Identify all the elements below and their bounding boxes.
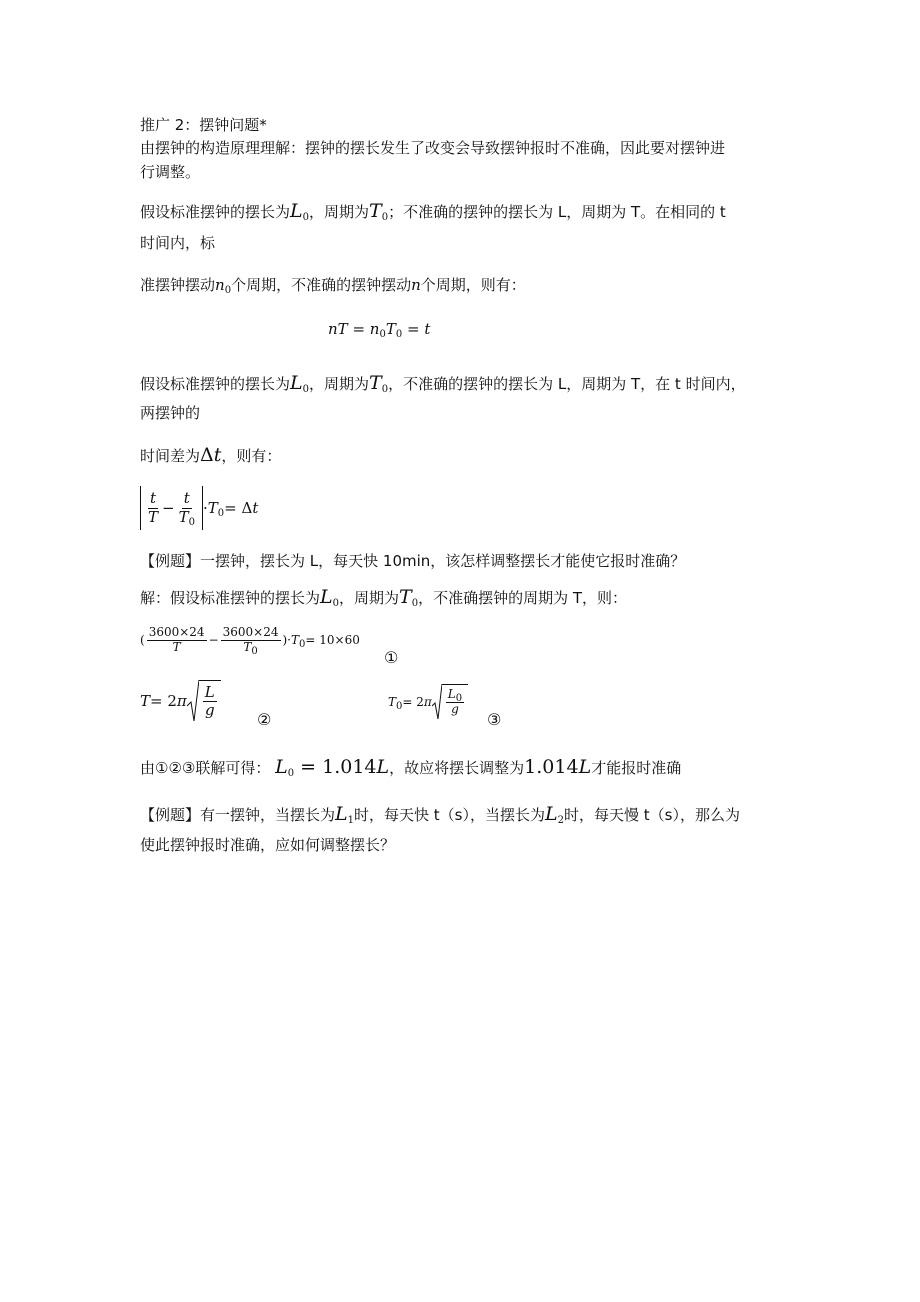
para2-line-3: 时间差为Δt，则有： [140, 444, 282, 466]
equation-marker-3: ③ [487, 710, 502, 729]
math-result: L0 [275, 756, 295, 779]
equation-marker-1: ① [384, 648, 399, 667]
math-T0: T0 [369, 200, 389, 223]
math-L2: L2 [544, 803, 564, 826]
example2-line-1: 【例题】有一摆钟，当摆长为L1时，每天快 t（s），当摆长为L2时，每天慢 t（s），那么为 [140, 803, 740, 826]
section-heading: 推广 2：摆钟问题* [140, 116, 267, 134]
intro-line-2: 行调整。 [140, 163, 201, 181]
para2-line-1: 假设标准摆钟的摆长为L0，周期为T0，不准确的摆钟的摆长为 L，周期为 T，在 t 时间内， [140, 372, 746, 395]
math-n0: $n_0$ [215, 276, 232, 296]
math-T0: T0 [399, 586, 419, 609]
math-L0: L0 [320, 586, 340, 609]
formula-equation-3: $T_0$ = 2 π $\frac{L_0}{g}$ [388, 684, 468, 720]
example1-question: 【例题】一摆钟，摆长为 L，每天快 10min，该怎样调整摆长才能使它报时准确？ [140, 552, 686, 570]
math-L0: L0 [290, 200, 310, 223]
equation-marker-2: ② [257, 710, 272, 729]
para1-line-3: 准摆钟摆动$n_0$个周期，不准确的摆钟摆动n个周期，则有： [140, 276, 526, 296]
para1-line-1: 假设标准摆钟的摆长为L0，周期为T0；不准确的摆钟的摆长为 L，周期为 T。在相同的 t [140, 200, 726, 223]
example1-conclusion: 由①②③联解可得： L0 = 1.014L，故应将摆长调整为1.014L才能报时准确 [140, 756, 682, 779]
intro-line-1: 由摆钟的构造原理理解：摆钟的摆长发生了改变会导致摆钟报时不准确，因此要对摆钟进 [140, 139, 726, 157]
para2-line-2: 两摆钟的 [140, 404, 201, 422]
formula-equation-2: T = 2 π $\frac{L}{g}$ [140, 680, 221, 722]
example2-line-2: 使此摆钟报时准确，应如何调整摆长？ [140, 836, 396, 854]
math-T0: T0 [369, 372, 389, 395]
formula-time-difference: $\frac{t}{T}$ − $\frac{t}{T_0}$ · $T_0$ = Δ t [140, 486, 258, 530]
para1-line-2: 时间内，标 [140, 234, 216, 252]
math-L0: L0 [290, 372, 310, 395]
math-delta-t: Δt [200, 444, 222, 466]
math-L1: L1 [335, 803, 355, 826]
formula-nT: nT = $n_0T_0 = t$ [328, 320, 431, 340]
math-n: n [411, 276, 421, 294]
example1-solution-line: 解：假设标准摆钟的摆长为L0，周期为T0，不准确摆钟的周期为 T，则： [140, 586, 628, 609]
formula-equation-1: ( $\frac{3600\times 24}{T}$ − $\frac{3600\times 24}{T_0}$ )· $T_0$ = 10×60 [140, 625, 360, 657]
